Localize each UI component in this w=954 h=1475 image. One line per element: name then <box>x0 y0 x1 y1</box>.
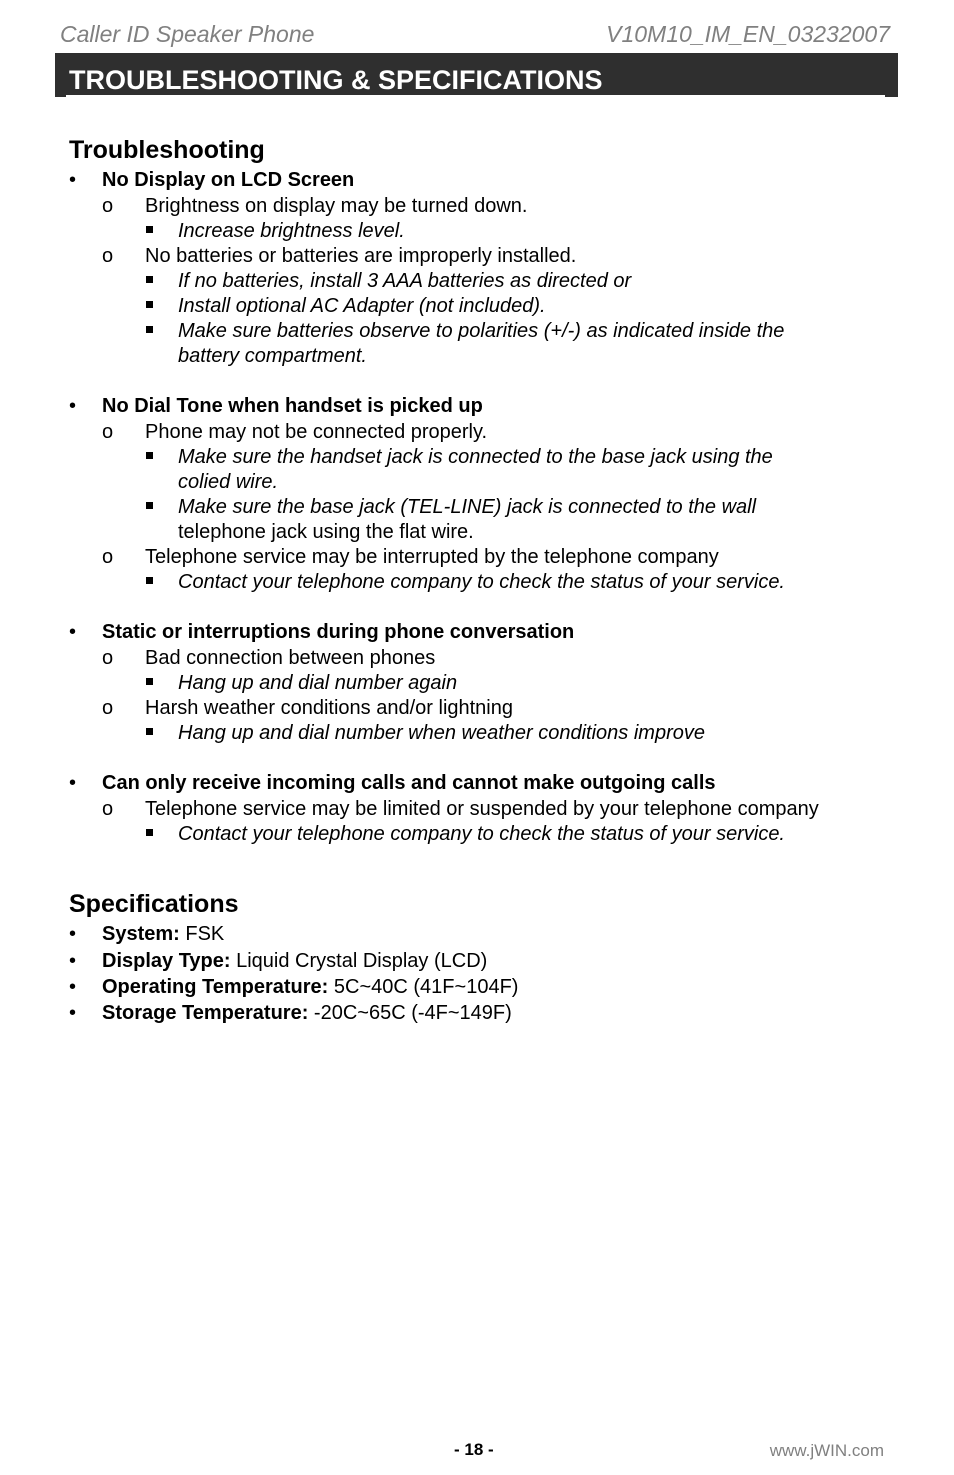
website-url: www.jWIN.com <box>769 1441 884 1460</box>
square-bullet-icon <box>146 502 153 509</box>
circle-bullet-icon: o <box>102 546 114 568</box>
bullet-icon: • <box>69 169 77 191</box>
square-bullet-icon <box>146 301 153 308</box>
spec-label: System: <box>102 923 180 945</box>
page-number: - 18 - <box>454 1440 494 1459</box>
solution-text: Hang up and dial number when weather conditions improve <box>178 722 705 744</box>
solution-text: Contact your telephone company to check the status of your service. <box>178 823 785 845</box>
solution-text: Make sure the base jack (TEL-LINE) jack is connected to the wall <box>178 496 757 518</box>
square-bullet-icon <box>146 829 153 836</box>
specifications-heading: Specifications <box>69 890 239 918</box>
document-code: V10M10_IM_EN_03232007 <box>606 21 890 47</box>
bullet-icon: • <box>69 923 77 945</box>
solution-text: Increase brightness level. <box>178 220 405 242</box>
banner-title: TROUBLESHOOTING & SPECIFICATIONS <box>69 65 603 95</box>
spec-text <box>102 976 518 999</box>
square-bullet-icon <box>146 276 153 283</box>
circle-bullet-icon: o <box>102 647 114 669</box>
square-bullet-icon <box>146 577 153 584</box>
solution-text: Install optional AC Adapter (not included). <box>178 295 546 317</box>
bullet-icon: • <box>69 976 77 998</box>
document-title: Caller ID Speaker Phone <box>60 21 315 47</box>
problem-title: Static or interruptions during phone conversation <box>102 621 575 643</box>
spec-label: Display Type: <box>102 950 231 972</box>
cause-text: Telephone service may be limited or suspended by your telephone company <box>145 798 819 820</box>
spec-value: -20C~65C (-4F~149F) <box>308 1002 512 1024</box>
solution-text: Make sure the handset jack is connected to the base jack using the <box>178 446 773 468</box>
circle-bullet-icon: o <box>102 798 114 820</box>
bullet-icon: • <box>69 950 77 972</box>
page-header <box>0 0 954 50</box>
solution-text: Hang up and dial number again <box>178 672 458 694</box>
bullet-icon: • <box>69 395 77 417</box>
circle-bullet-icon: o <box>102 195 114 217</box>
cause-text: No batteries or batteries are improperly installed. <box>145 245 577 267</box>
square-bullet-icon <box>146 452 153 459</box>
circle-bullet-icon: o <box>102 697 114 719</box>
cause-text: Bad connection between phones <box>145 647 436 669</box>
spec-label: Operating Temperature: <box>102 976 329 998</box>
banner-underline <box>66 95 885 97</box>
bullet-icon: • <box>69 621 77 643</box>
cause-text: Telephone service may be interrupted by the telephone company <box>145 546 719 568</box>
solution-text-continued: colied wire. <box>178 471 279 493</box>
solution-text-continued: telephone jack using the flat wire. <box>178 521 474 543</box>
spec-text <box>102 923 224 946</box>
spec-value: FSK <box>179 923 225 945</box>
cause-text: Phone may not be connected properly. <box>145 421 488 443</box>
solution-text: If no batteries, install 3 AAA batteries as directed or <box>178 270 632 292</box>
spec-text <box>102 1002 512 1025</box>
solution-text: Make sure batteries observe to polarities (+/-) as indicated inside the <box>178 320 785 342</box>
circle-bullet-icon: o <box>102 421 114 443</box>
problem-title: Can only receive incoming calls and cannot make outgoing calls <box>102 772 716 794</box>
bullet-icon: • <box>69 1002 77 1024</box>
problem-title: No Dial Tone when handset is picked up <box>102 395 483 417</box>
cause-text: Brightness on display may be turned down. <box>145 195 528 217</box>
solution-text: Contact your telephone company to check the status of your service. <box>178 571 785 593</box>
circle-bullet-icon: o <box>102 245 114 267</box>
square-bullet-icon <box>146 326 153 333</box>
solution-text-continued: battery compartment. <box>178 345 367 367</box>
bullet-icon: • <box>69 772 77 794</box>
spec-value: Liquid Crystal Display (LCD) <box>230 950 488 972</box>
spec-label: Storage Temperature: <box>102 1002 309 1024</box>
troubleshooting-heading: Troubleshooting <box>69 136 265 164</box>
problem-title: No Display on LCD Screen <box>102 169 355 191</box>
cause-text: Harsh weather conditions and/or lightning <box>145 697 513 719</box>
square-bullet-icon <box>146 678 153 685</box>
square-bullet-icon <box>146 226 153 233</box>
spec-value: 5C~40C (41F~104F) <box>328 976 519 998</box>
spec-text <box>102 950 487 973</box>
square-bullet-icon <box>146 728 153 735</box>
section-banner <box>55 53 898 97</box>
